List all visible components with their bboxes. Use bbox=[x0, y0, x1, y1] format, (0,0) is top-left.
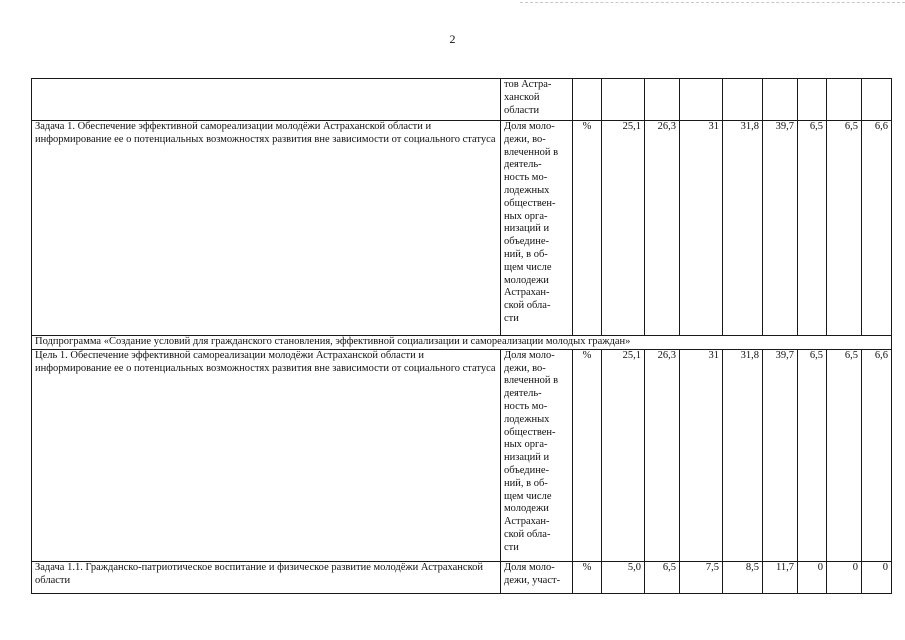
value-cell: 6,5 bbox=[645, 561, 680, 593]
value-cell: 6,6 bbox=[862, 349, 892, 561]
indicators-table bbox=[31, 78, 892, 594]
value-cell: 31,8 bbox=[723, 121, 763, 336]
value-cell bbox=[763, 79, 798, 121]
value-cell: 8,5 bbox=[723, 561, 763, 593]
value-cell: 31 bbox=[680, 349, 723, 561]
value-cell bbox=[827, 79, 862, 121]
table-row bbox=[32, 349, 892, 561]
indicator-cell: Доля моло- дежи, участ- bbox=[501, 561, 573, 593]
value-cell: 6,6 bbox=[862, 121, 892, 336]
indicator-cell: тов Астра- ханской области bbox=[501, 79, 573, 121]
goal-task-cell bbox=[32, 79, 501, 121]
goal-task-cell: Цель 1. Обеспечение эффективной самореализации молодёжи Астраханской области и информирование ее о потенциальных возможностях развития вне зависимости от социального статуса bbox=[32, 349, 501, 561]
subprogram-title: Подпрограмма «Создание условий для гражданского становления, эффективной социализации и самореализации молодых граждан» bbox=[32, 336, 892, 350]
unit-cell: % bbox=[573, 349, 602, 561]
table-row bbox=[32, 561, 892, 593]
value-cell: 0 bbox=[798, 561, 827, 593]
value-cell bbox=[862, 79, 892, 121]
value-cell: 6,5 bbox=[827, 121, 862, 336]
value-cell: 31 bbox=[680, 121, 723, 336]
indicator-cell: Доля моло- дежи, во- влеченной в деятель- ность мо- лодежных обществен- ных орга- низаций и объедине- ний, в об- щем числе молодежи Астрахан- ской обла- сти bbox=[501, 349, 573, 561]
page-number: 2 bbox=[449, 32, 456, 46]
value-cell: 6,5 bbox=[827, 349, 862, 561]
value-cell bbox=[602, 79, 645, 121]
scan-artifact-line bbox=[520, 2, 905, 3]
value-cell: 6,5 bbox=[798, 121, 827, 336]
value-cell: 39,7 bbox=[763, 121, 798, 336]
value-cell bbox=[798, 79, 827, 121]
value-cell: 31,8 bbox=[723, 349, 763, 561]
value-cell: 25,1 bbox=[602, 121, 645, 336]
table-body bbox=[32, 79, 892, 594]
value-cell: 25,1 bbox=[602, 349, 645, 561]
value-cell bbox=[680, 79, 723, 121]
value-cell: 39,7 bbox=[763, 349, 798, 561]
value-cell: 26,3 bbox=[645, 349, 680, 561]
table-row bbox=[32, 79, 892, 121]
value-cell: 7,5 bbox=[680, 561, 723, 593]
value-cell bbox=[645, 79, 680, 121]
value-cell: 26,3 bbox=[645, 121, 680, 336]
unit-cell: % bbox=[573, 561, 602, 593]
table-row bbox=[32, 121, 892, 336]
indicator-cell: Доля моло- дежи, во- влеченной в деятель- ность мо- лодежных обществен- ных орга- низаций и объедине- ний, в об- щем числе молодежи Астрахан- ской обла- сти bbox=[501, 121, 573, 336]
goal-task-cell: Задача 1. Обеспечение эффективной самореализации молодёжи Астраханской области и информирование ее о потенциальных возможностях развития вне зависимости от социального статуса bbox=[32, 121, 501, 336]
value-cell: 0 bbox=[862, 561, 892, 593]
goal-task-cell: Задача 1.1. Гражданско-патриотическое воспитание и физическое развитие молодёжи Астраханской области bbox=[32, 561, 501, 593]
value-cell: 5,0 bbox=[602, 561, 645, 593]
unit-cell: % bbox=[573, 121, 602, 336]
value-cell: 0 bbox=[827, 561, 862, 593]
unit-cell bbox=[573, 79, 602, 121]
value-cell: 6,5 bbox=[798, 349, 827, 561]
value-cell: 11,7 bbox=[763, 561, 798, 593]
subprogram-row bbox=[32, 336, 892, 350]
value-cell bbox=[723, 79, 763, 121]
